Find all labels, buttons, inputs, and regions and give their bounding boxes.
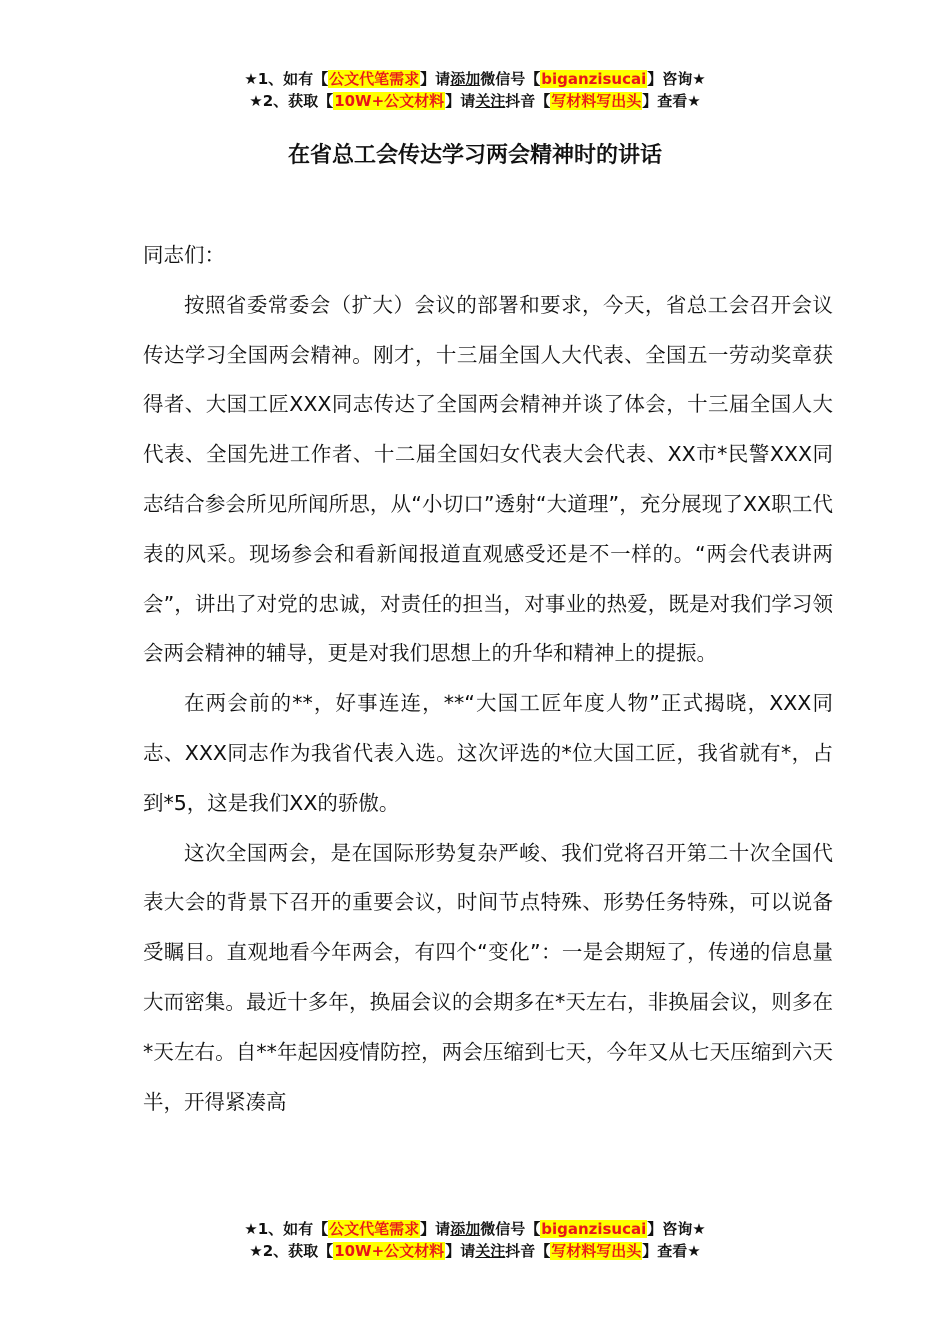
banner-highlight-materials: 10W+公文材料: [334, 92, 445, 110]
banner-highlight-douyin-account: 写材料写出头: [551, 1242, 642, 1260]
body-paragraph-2: 在两会前的**，好事连连，**“大国工匠年度人物”正式揭晓，XXX同志、XXX同志作为我省代表入选。这次评选的*位大国工匠，我省就有*，占到*5，这是我们XX的骄傲。: [143, 691, 833, 815]
banner-text: 】请: [445, 1242, 476, 1260]
banner-text: 抖音【: [505, 1242, 551, 1260]
banner-text: 】咨询★: [647, 1220, 706, 1238]
banner-highlight-wechat-id: biganzisucai: [541, 70, 647, 88]
banner-highlight-douyin-account: 写材料写出头: [551, 92, 642, 110]
banner-text: 】咨询★: [647, 70, 706, 88]
banner-text: ★1、如有【: [244, 70, 329, 88]
banner-text: 】查看★: [642, 1242, 701, 1260]
banner-highlight-service: 公文代笔需求: [329, 70, 420, 88]
document-title: 在省总工会传达学习两会精神时的讲话: [287, 143, 662, 168]
document-body: [143, 231, 833, 1127]
banner-text: ★2、获取【: [249, 1242, 334, 1260]
banner-text: 微信号【: [480, 70, 541, 88]
banner-text: 】查看★: [642, 92, 701, 110]
banner-underlined-word: 添加: [450, 1220, 481, 1238]
banner-underlined-word: 关注: [475, 92, 506, 110]
footer-banner-line-2: [0, 1240, 950, 1262]
header-banner: [0, 68, 950, 112]
banner-text: ★1、如有【: [244, 1220, 329, 1238]
footer-banner-line-1: [0, 1218, 950, 1240]
banner-highlight-service: 公文代笔需求: [329, 1220, 420, 1238]
salutation: 同志们：: [143, 243, 225, 267]
banner-text: 】请: [420, 1220, 451, 1238]
body-paragraph-3: 这次全国两会，是在国际形势复杂严峻、我们党将召开第二十次全国代表大会的背景下召开的重要会议，时间节点特殊、形势任务特殊，可以说备受瞩目。直观地看今年两会，有四个“变化”：一是会期短了，传递的信息量大而密集。最近十多年，换届会议的会期多在*天左右，非换届会议，则多在*天左右。自**年起因疫情防控，两会压缩到七天，今年又从七天压缩到六天半，开得紧凑高: [143, 840, 833, 1114]
banner-underlined-word: 关注: [475, 1242, 506, 1260]
banner-text: 】请: [420, 70, 451, 88]
banner-highlight-materials: 10W+公文材料: [334, 1242, 445, 1260]
header-banner-line-1: [0, 68, 950, 90]
body-paragraph-1: 按照省委常委会（扩大）会议的部署和要求，今天，省总工会召开会议传达学习全国两会精神。刚才，十三届全国人大代表、全国五一劳动奖章获得者、大国工匠XXX同志传达了全国两会精神并谈了体会，十三届全国人大代表、全国先进工作者、十二届全国妇女代表大会代表、XX市*民警XXX同志结合参会所见所闻所思，从“小切口”透射“大道理”，充分展现了XX职工代表的风采。现场参会和看新闻报道直观感受还是不一样的。“两会代表讲两会”，讲出了对党的忠诚，对责任的担当，对事业的热爱，既是对我们学习领会两会精神的辅导，更是对我们思想上的升华和精神上的提振。: [143, 292, 833, 666]
banner-text: 抖音【: [505, 92, 551, 110]
header-banner-line-2: [0, 90, 950, 112]
banner-text: 】请: [445, 92, 476, 110]
banner-highlight-wechat-id: biganzisucai: [541, 1220, 647, 1238]
footer-banner: [0, 1218, 950, 1262]
banner-text: 微信号【: [480, 1220, 541, 1238]
banner-text: ★2、获取【: [249, 92, 334, 110]
banner-underlined-word: 添加: [450, 70, 481, 88]
